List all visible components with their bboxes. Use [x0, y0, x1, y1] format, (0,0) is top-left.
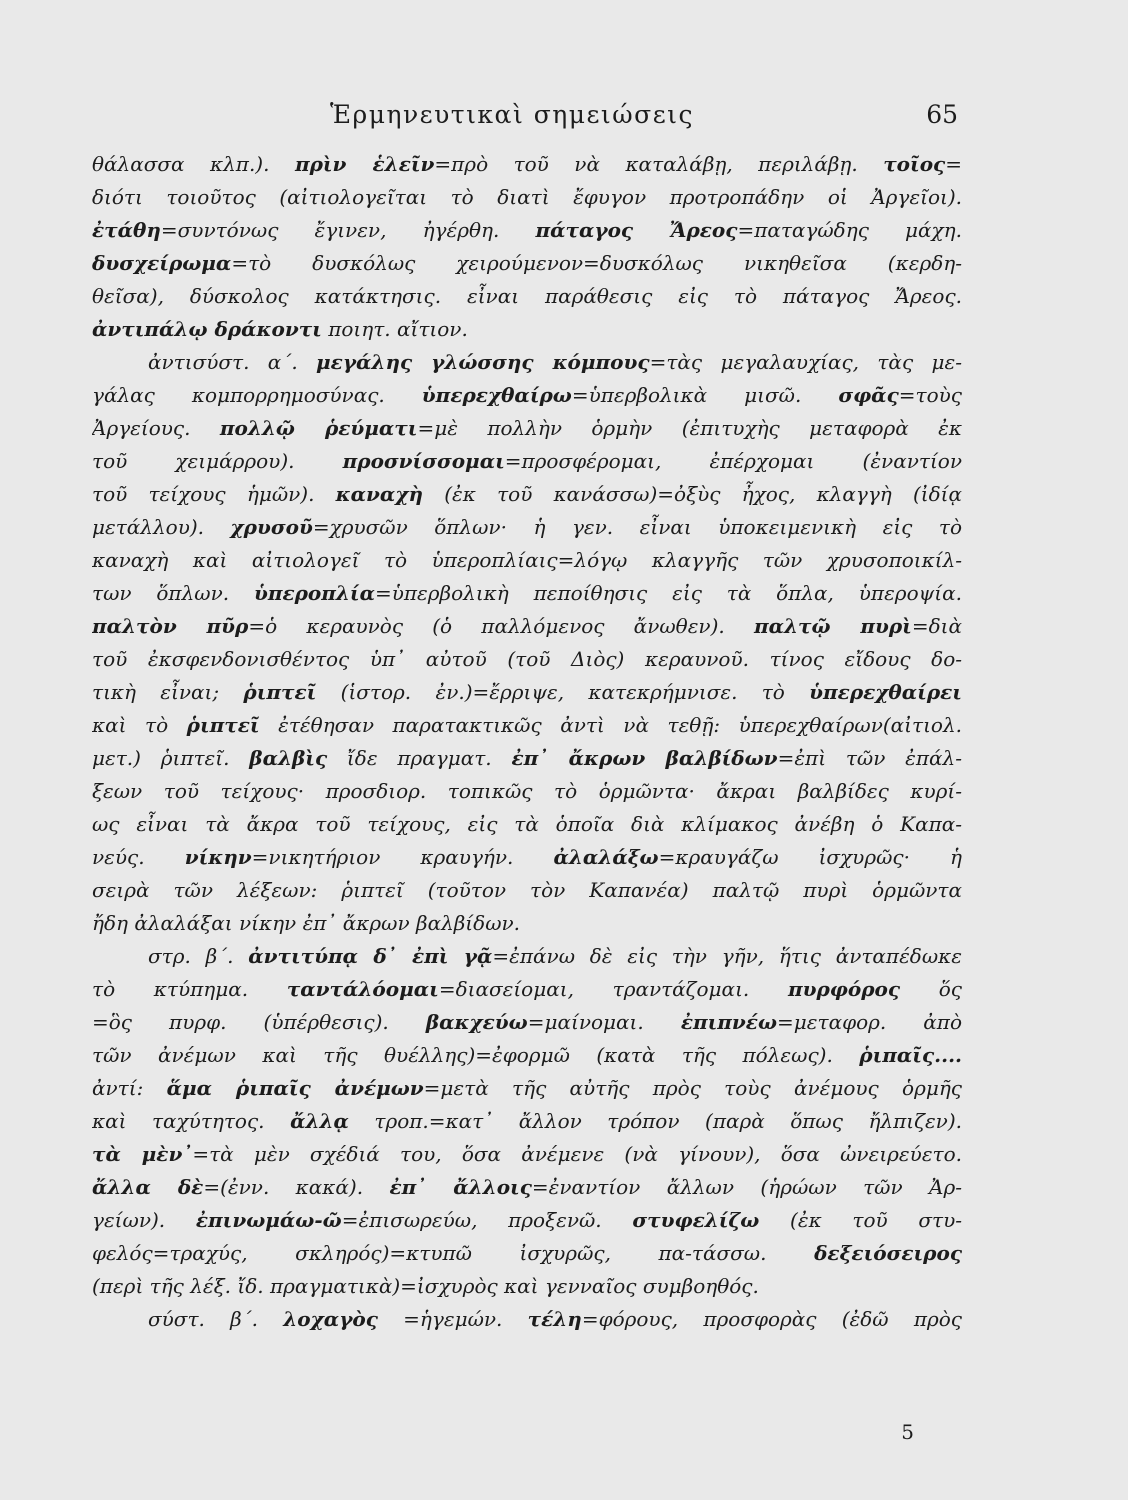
text-run: τοῦ ἐκσφενδονισθέντος ὑπ᾽ αὐτοῦ (τοῦ Διὸς) κεραυνοῦ. τίνος εἴδους δο- — [92, 647, 962, 671]
text-run: τικὴ εἶναι; — [92, 680, 244, 704]
commentary-text — [92, 148, 962, 1336]
text-line — [92, 214, 962, 247]
text-run: θάλασσα κλπ.). — [92, 152, 295, 176]
lemma: βαλβὶς — [249, 746, 328, 770]
text-run: νεύς. — [92, 845, 185, 869]
text-line — [92, 412, 962, 445]
lemma: ὑπερεχθαίρω — [421, 383, 572, 407]
lemma: ἐπ᾽ ἄκρων βαλβίδων — [511, 746, 778, 770]
text-run: γάλας κομπορρημοσύνας. — [92, 383, 422, 407]
text-run: τῶν ἀνέμων καὶ τῆς θυέλλης)=ἐφορμῶ (κατὰ τῆς πόλεως). — [92, 1043, 860, 1067]
text-line — [92, 379, 962, 412]
text-run: =πρὸ τοῦ νὰ καταλάβῃ, περιλάβῃ. — [434, 152, 884, 176]
text-line — [92, 709, 962, 742]
text-line — [92, 313, 962, 346]
text-run: =ὑπερβολικὴ πεποίθησις εἰς τὰ ὅπλα, ὑπεροψία. — [375, 581, 962, 605]
text-run: καναχὴ καὶ αἰτιολογεῖ τὸ ὑπεροπλίαις=λόγῳ κλαγγῆς τῶν χρυσοποικίλ- — [92, 548, 962, 572]
text-run: =παταγώδης μάχη. — [737, 218, 962, 242]
lemma: ἅμα ῥιπαῖς ἀνέμων — [166, 1076, 424, 1100]
lemma: ὑπεροπλία — [253, 581, 375, 605]
text-line — [92, 1138, 962, 1171]
text-run: των ὅπλων. — [92, 581, 254, 605]
text-run: ξεων τοῦ τείχους· προσδιορ. τοπικῶς τὸ ὁρμῶντα· ἄκραι βαλβίδες κυρί- — [92, 779, 962, 803]
text-line — [92, 247, 962, 280]
lemma: πάταγος Ἄρεος — [535, 218, 738, 242]
text-run: =τὸ δυσκόλως χειρούμενον=δυσκόλως νικηθεῖσα (κερδη- — [231, 251, 962, 275]
text-run: (ἐκ τοῦ κανάσσω)=ὀξὺς ἦχος, κλαγγὴ (ἰδίᾳ — [423, 482, 962, 506]
text-run: τὸ κτύπημα. — [92, 977, 287, 1001]
running-header — [0, 100, 1128, 136]
lemma: καναχὴ — [335, 482, 424, 506]
text-run: = — [945, 152, 962, 176]
text-line — [92, 808, 962, 841]
lemma: λοχαγὸς — [283, 1307, 378, 1331]
lemma: δυσχείρωμα — [92, 251, 232, 275]
text-line — [92, 874, 962, 907]
lemma: ἐτάθη — [92, 218, 161, 242]
text-run: =χρυσῶν ὅπλων· ἡ γεν. εἶναι ὑποκειμενικὴ εἰς τὸ — [312, 515, 962, 539]
text-run: =διὰ — [911, 614, 962, 638]
text-run: ὅς — [900, 977, 962, 1001]
lemma: ἀλαλάξω — [553, 845, 659, 869]
text-run: ἤδη ἀλαλάξαι νίκην ἐπ᾽ ἄκρων βαλβίδων. — [92, 911, 521, 935]
text-line — [92, 940, 962, 973]
text-line — [92, 1072, 962, 1105]
lemma: τέλη — [527, 1307, 582, 1331]
text-line — [92, 1105, 962, 1138]
lemma: ῥιπαῖς.... — [859, 1043, 962, 1067]
text-run: ἴδε πραγματ. — [327, 746, 512, 770]
signature-mark: 5 — [901, 1420, 914, 1444]
lemma: ἀντιπάλῳ δράκοντι — [92, 317, 322, 341]
text-run: μετ.) ῥιπτεῖ. — [92, 746, 250, 770]
text-run: =ὑπερβολικὰ μισῶ. — [571, 383, 839, 407]
text-run: =μὲ πολλὴν ὁρμὴν (ἐπιτυχὴς μεταφορὰ ἐκ — [417, 416, 962, 440]
lemma: τοῖος — [883, 152, 946, 176]
text-run: =νικητήριον κραυγήν. — [251, 845, 554, 869]
text-line — [92, 973, 962, 1006]
text-line — [92, 610, 962, 643]
lemma: πυρφόρος — [787, 977, 901, 1001]
text-run: καὶ ταχύτητος. — [92, 1109, 291, 1133]
text-run: στρ. β΄. — [148, 944, 249, 968]
lemma: νίκην — [184, 845, 252, 869]
lemma: προσνίσσομαι — [342, 449, 505, 473]
text-run: =τὰς μεγαλαυχίας, τὰς με- — [649, 350, 962, 374]
text-run: =ἐναντίον ἄλλων (ἡρώων τῶν Ἀρ- — [531, 1175, 962, 1199]
text-run: (περὶ τῆς λέξ. ἴδ. πραγματικὰ)=ἰσχυρὸς καὶ γενναῖος συμβοηθός. — [92, 1274, 759, 1298]
lemma: πρὶν ἑλεῖν — [294, 152, 435, 176]
text-line — [92, 841, 962, 874]
text-line — [92, 544, 962, 577]
text-run: =μεταφορ. ἀπὸ — [777, 1010, 962, 1034]
lemma: ἀντιτύπᾳ δ᾽ ἐπὶ γᾷ — [248, 944, 493, 968]
text-run: =μετὰ τῆς αὐτῆς πρὸς τοὺς ἀνέμους ὁρμῆς — [423, 1076, 962, 1100]
text-run: τοῦ τείχους ἡμῶν). — [92, 482, 336, 506]
text-line — [92, 181, 962, 214]
text-run: τροπ.=κατ᾽ ἄλλον τρόπον (παρὰ ὅπως ἤλπιζεν). — [348, 1109, 962, 1133]
text-run: φελός=τραχύς, σκληρός)=κτυπῶ ἰσχυρῶς, πα-τάσσω. — [92, 1241, 815, 1265]
text-run: γείων). — [92, 1208, 196, 1232]
lemma: χρυσοῦ — [230, 515, 313, 539]
text-run: =διασείομαι, τραντάζομαι. — [438, 977, 788, 1001]
lemma: παλτῷ πυρὶ — [753, 614, 912, 638]
page-number: 65 — [926, 100, 958, 129]
text-run: ἀντισύστ. α΄. — [148, 350, 317, 374]
text-run: (ἱστορ. ἐν.)=ἔρριψε, κατεκρήμνισε. τὸ — [316, 680, 810, 704]
text-run: τοῦ χειμάρρου). — [92, 449, 343, 473]
text-run: =ἐπὶ τῶν ἐπάλ- — [777, 746, 962, 770]
text-run: =ἡγεμών. — [377, 1307, 528, 1331]
text-run: =ὃς πυρφ. (ὑπέρθεσις). — [92, 1010, 426, 1034]
text-line — [92, 511, 962, 544]
text-run: =τοὺς — [898, 383, 962, 407]
text-run: (ἐκ τοῦ στυ- — [759, 1208, 962, 1232]
text-line — [92, 346, 962, 379]
text-run: =ἐπάνω δὲ εἰς τὴν γῆν, ἥτις ἀνταπέδωκε — [492, 944, 962, 968]
lemma: ῥιπτεῖ — [243, 680, 317, 704]
text-run: ἀντί: — [92, 1076, 167, 1100]
text-line — [92, 1204, 962, 1237]
text-line — [92, 478, 962, 511]
text-run: ως εἶναι τὰ ἄκρα τοῦ τείχους, εἰς τὰ ὁποῖα διὰ κλίμακος ἀνέβη ὁ Καπα- — [92, 812, 962, 836]
text-run: ποιητ. αἴτιον. — [321, 317, 468, 341]
text-run: καὶ τὸ — [92, 713, 187, 737]
text-line — [92, 1237, 962, 1270]
lemma: σφᾶς — [838, 383, 899, 407]
text-run: =ὁ κεραυνὸς (ὁ παλλόμενος ἄνωθεν). — [248, 614, 754, 638]
text-line — [92, 445, 962, 478]
text-run: =(ἐνν. κακά). — [203, 1175, 390, 1199]
lemma: ἄλλα δὲ — [92, 1175, 204, 1199]
text-line — [92, 148, 962, 181]
lemma: μεγάλης γλώσσης κόμπους — [316, 350, 650, 374]
text-run: =κραυγάζω ἰσχυρῶς· ἡ — [658, 845, 962, 869]
lemma: ταντάλόομαι — [286, 977, 439, 1001]
text-run: διότι τοιοῦτος (αἰτιολογεῖται τὸ διατὶ ἔφυγον προτροπάδην οἱ Ἀργεῖοι). — [92, 185, 962, 209]
text-run: σειρὰ τῶν λέξεων: ῥιπτεῖ (τοῦτον τὸν Καπανέα) παλτῷ πυρὶ ὁρμῶντα — [92, 878, 962, 902]
text-line — [92, 577, 962, 610]
lemma: ἐπιπνέω — [680, 1010, 778, 1034]
text-line — [92, 676, 962, 709]
lemma: πολλῷ ῥεύματι — [219, 416, 418, 440]
lemma: βακχεύω — [425, 1010, 528, 1034]
text-run: =συντόνως ἔγινεν, ἠγέρθη. — [160, 218, 536, 242]
text-run: μετάλλου). — [92, 515, 231, 539]
text-run: =φόρους, προσφορὰς (ἐδῶ πρὸς — [581, 1307, 962, 1331]
lemma: ἄλλᾳ — [290, 1109, 349, 1133]
lemma: ῥιπτεῖ — [186, 713, 260, 737]
text-line — [92, 1270, 962, 1303]
lemma: ἐπινωμάω-ῶ — [195, 1208, 342, 1232]
text-run: =μαίνομαι. — [527, 1010, 681, 1034]
text-line — [92, 1006, 962, 1039]
text-run: Ἀργείους. — [92, 416, 220, 440]
text-run: =τὰ μὲν σχέδιά του, ὅσα ἀνέμενε (νὰ γίνουν), ὅσα ὠνειρεύετο. — [192, 1142, 962, 1166]
text-line — [92, 907, 962, 940]
text-line — [92, 1303, 962, 1336]
lemma: τὰ μὲν᾽ — [92, 1142, 193, 1166]
text-run: σύστ. β΄. — [148, 1307, 284, 1331]
lemma: παλτὸν πῦρ — [92, 614, 249, 638]
lemma: δεξειόσειρος — [814, 1241, 962, 1265]
lemma: ἐπ᾽ ἄλλοις — [389, 1175, 532, 1199]
text-line — [92, 280, 962, 313]
text-run: ἐτέθησαν παρατακτικῶς ἀντὶ νὰ τεθῇ: ὑπερεχθαίρων(αἰτιολ. — [259, 713, 962, 737]
text-line — [92, 775, 962, 808]
lemma: ὑπερεχθαίρει — [809, 680, 962, 704]
text-line — [92, 1039, 962, 1072]
text-line — [92, 643, 962, 676]
text-line — [92, 1171, 962, 1204]
text-run: =ἐπισωρεύω, προξενῶ. — [341, 1208, 633, 1232]
text-run: =προσφέρομαι, ἐπέρχομαι (ἐναντίον — [504, 449, 962, 473]
text-line — [92, 742, 962, 775]
lemma: στυφελίζω — [632, 1208, 760, 1232]
running-title: Ἑρμηνευτικαὶ σημειώσεις — [330, 100, 694, 129]
text-run: θεῖσα), δύσκολος κατάκτησις. εἶναι παράθεσις εἰς τὸ πάταγος Ἄρεος. — [92, 284, 962, 308]
